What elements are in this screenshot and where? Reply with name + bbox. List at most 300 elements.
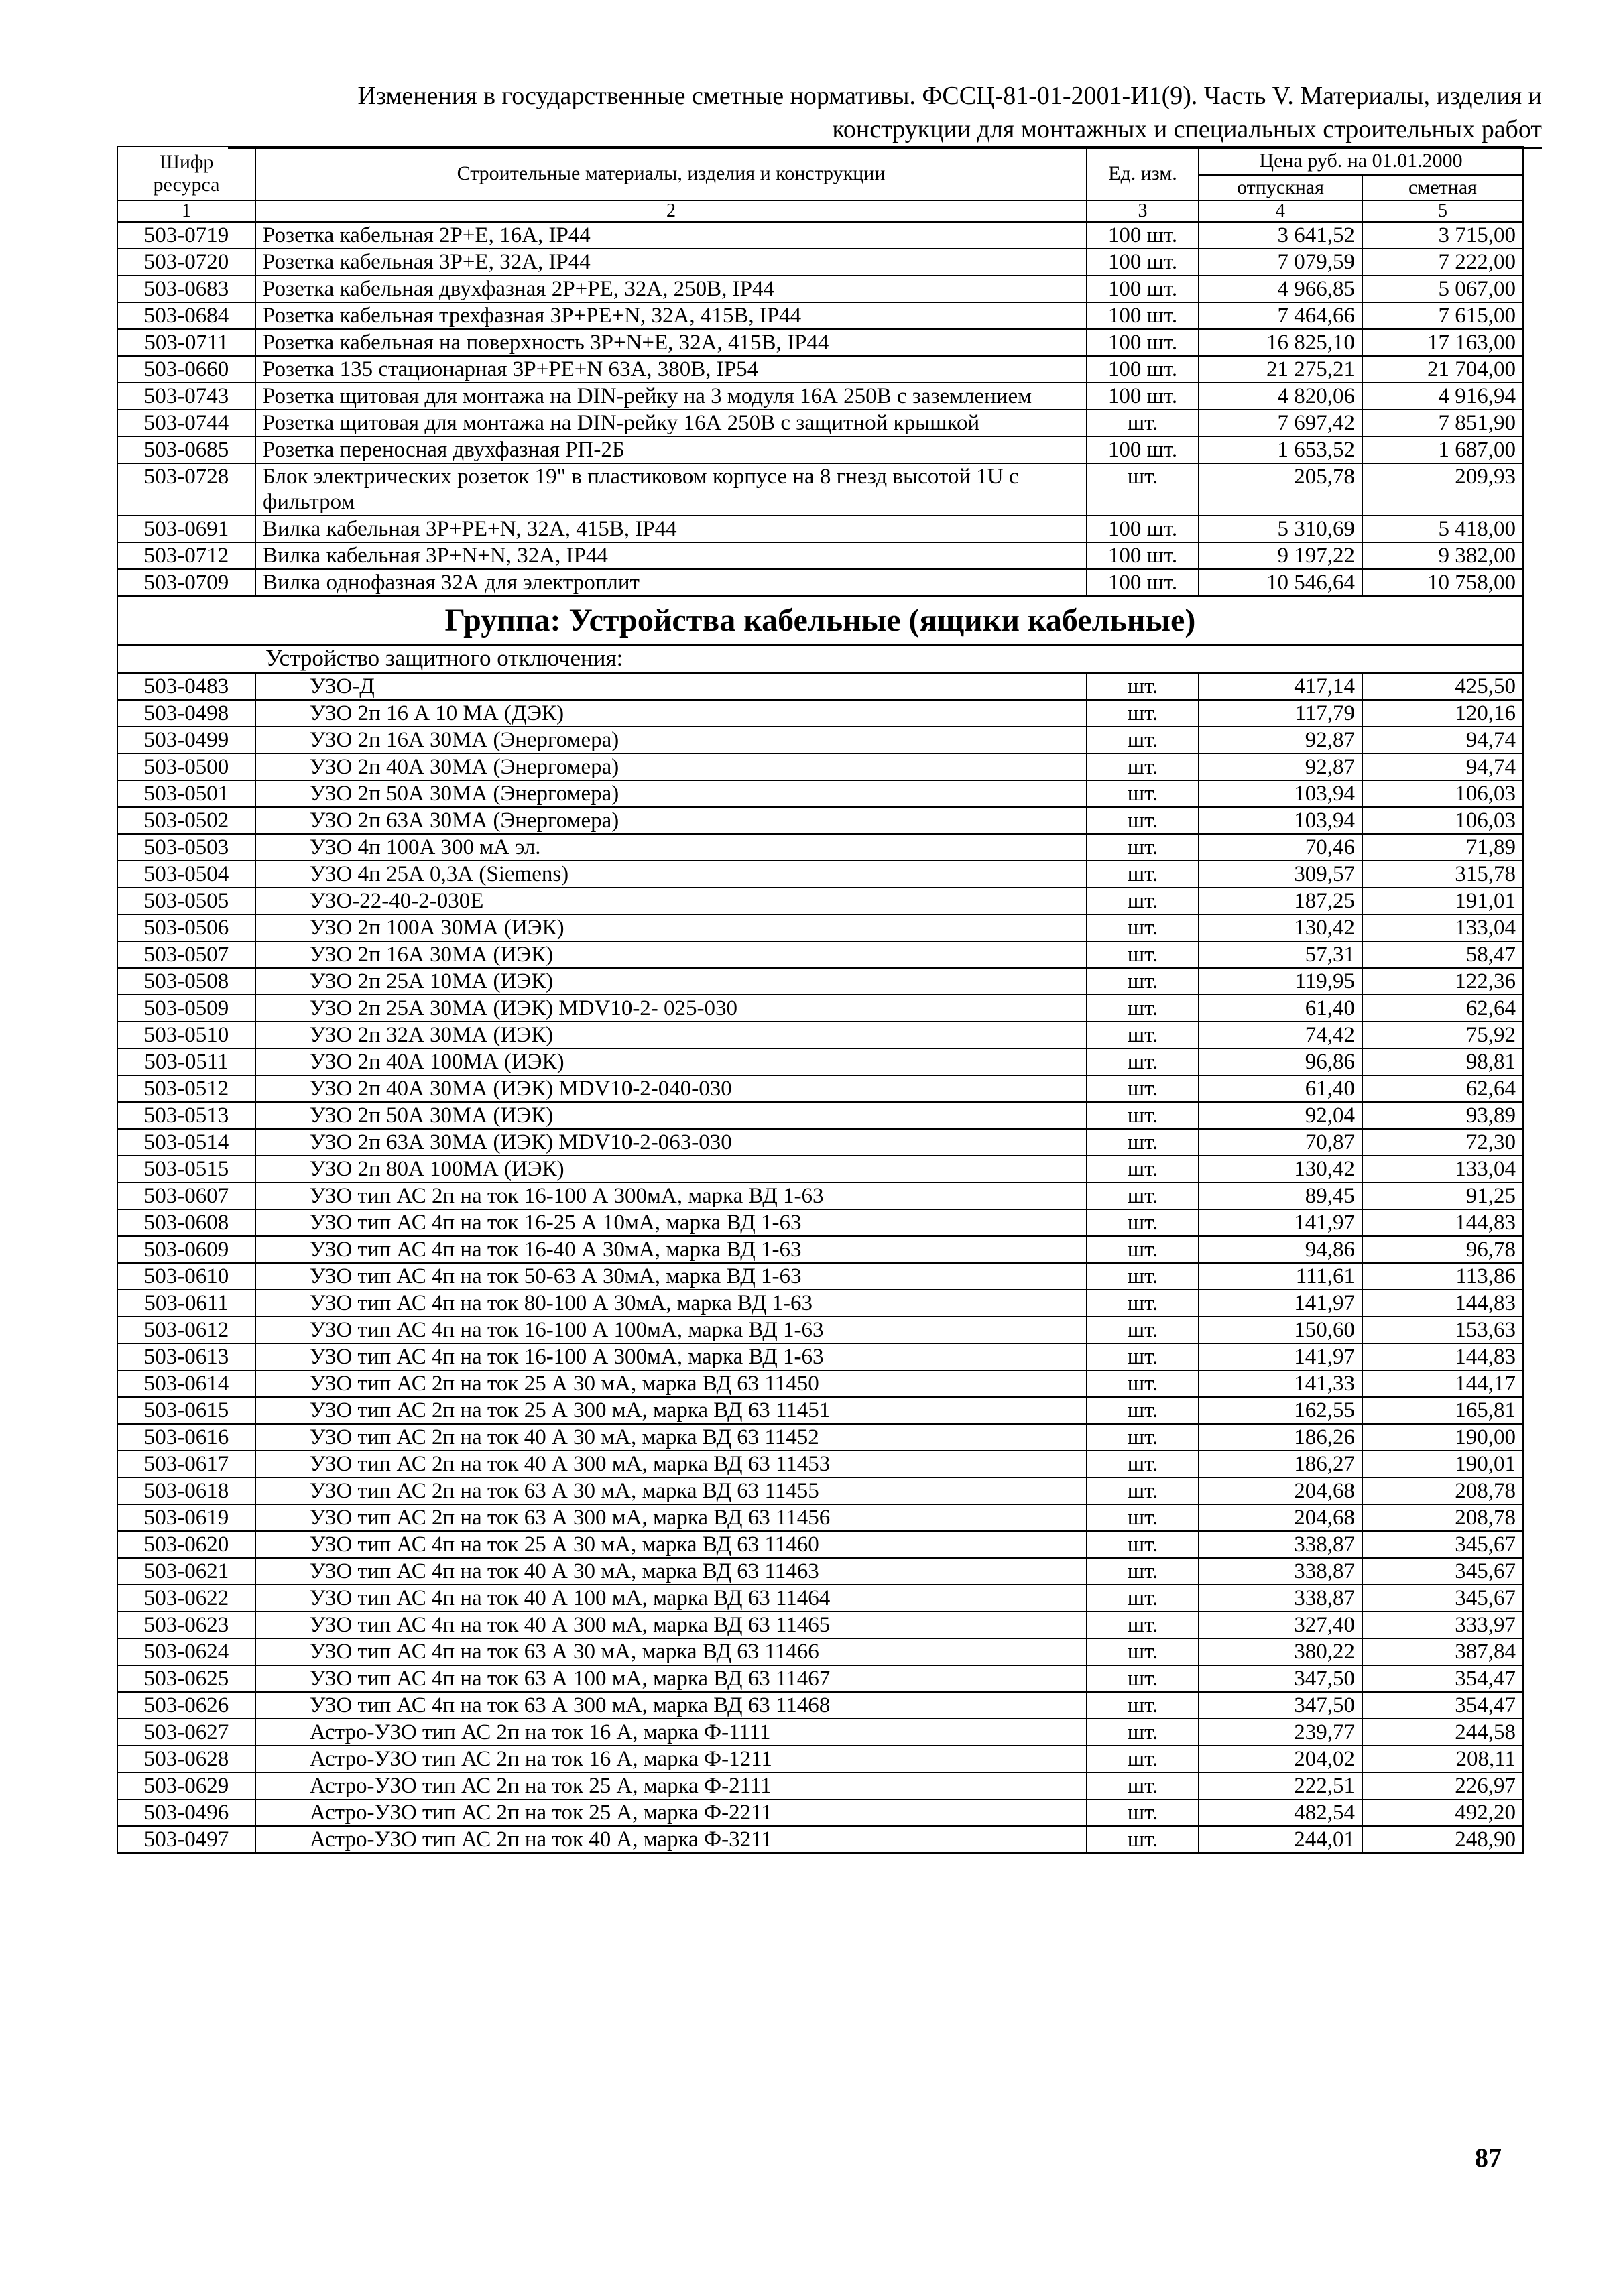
estimate-price: 10 758,00 <box>1362 569 1523 597</box>
unit-of-measure: шт. <box>1087 1612 1199 1638</box>
table-row <box>117 995 1523 1022</box>
release-price: 130,42 <box>1199 914 1362 941</box>
unit-of-measure: шт. <box>1087 1343 1199 1370</box>
release-price: 327,40 <box>1199 1612 1362 1638</box>
release-price: 141,33 <box>1199 1370 1362 1397</box>
item-name: УЗО тип АС 4п на ток 25 А 30 мА, марка ВД 63 11460 <box>255 1531 1087 1558</box>
price-table <box>117 146 1524 1854</box>
estimate-price: 96,78 <box>1362 1236 1523 1263</box>
col-number: 4 <box>1199 200 1362 222</box>
unit-of-measure: 100 шт. <box>1087 329 1199 356</box>
estimate-price: 208,78 <box>1362 1477 1523 1504</box>
unit-of-measure: шт. <box>1087 861 1199 888</box>
resource-code: 503-0624 <box>117 1638 255 1665</box>
release-price: 347,50 <box>1199 1692 1362 1719</box>
resource-code: 503-0728 <box>117 463 255 516</box>
item-name: Астро-УЗО тип АС 2п на ток 25 А, марка Ф-2111 <box>255 1772 1087 1799</box>
col-header-price: Цена руб. на 01.01.2000 <box>1199 147 1523 175</box>
unit-of-measure: шт. <box>1087 968 1199 995</box>
estimate-price: 7 222,00 <box>1362 249 1523 276</box>
estimate-price: 133,04 <box>1362 1156 1523 1183</box>
item-name: УЗО 2п 32А 30МА (ИЭК) <box>255 1022 1087 1048</box>
release-price: 117,79 <box>1199 700 1362 727</box>
unit-of-measure: шт. <box>1087 995 1199 1022</box>
table-row <box>117 356 1523 383</box>
item-name: УЗО тип АС 2п на ток 63 А 300 мА, марка ВД 63 11456 <box>255 1504 1087 1531</box>
table-row <box>117 1022 1523 1048</box>
resource-code: 503-0514 <box>117 1129 255 1156</box>
release-price: 130,42 <box>1199 1156 1362 1183</box>
table-row <box>117 329 1523 356</box>
unit-of-measure: шт. <box>1087 1558 1199 1585</box>
resource-code: 503-0498 <box>117 700 255 727</box>
resource-code: 503-0685 <box>117 436 255 463</box>
item-name: УЗО 4п 25А 0,3А (Siemens) <box>255 861 1087 888</box>
item-name: УЗО тип АС 2п на ток 40 А 300 мА, марка ВД 63 11453 <box>255 1451 1087 1477</box>
release-price: 417,14 <box>1199 673 1362 700</box>
release-price: 141,97 <box>1199 1290 1362 1317</box>
unit-of-measure: шт. <box>1087 1209 1199 1236</box>
release-price: 103,94 <box>1199 807 1362 834</box>
unit-of-measure: шт. <box>1087 807 1199 834</box>
release-price: 103,94 <box>1199 780 1362 807</box>
release-price: 186,27 <box>1199 1451 1362 1477</box>
unit-of-measure: шт. <box>1087 1236 1199 1263</box>
resource-code: 503-0625 <box>117 1665 255 1692</box>
resource-code: 503-0627 <box>117 1719 255 1746</box>
table-body-top <box>117 222 1523 597</box>
unit-of-measure: шт. <box>1087 1102 1199 1129</box>
estimate-price: 333,97 <box>1362 1612 1523 1638</box>
item-name: Астро-УЗО тип АС 2п на ток 16 А, марка Ф-1211 <box>255 1746 1087 1772</box>
table-row <box>117 1585 1523 1612</box>
unit-of-measure: шт. <box>1087 888 1199 914</box>
resource-code: 503-0610 <box>117 1263 255 1290</box>
release-price: 92,87 <box>1199 727 1362 753</box>
estimate-price: 3 715,00 <box>1362 222 1523 249</box>
table-row <box>117 941 1523 968</box>
release-price: 162,55 <box>1199 1397 1362 1424</box>
release-price: 239,77 <box>1199 1719 1362 1746</box>
release-price: 119,95 <box>1199 968 1362 995</box>
table-row <box>117 1424 1523 1451</box>
release-price: 244,01 <box>1199 1826 1362 1853</box>
col-header-release: отпускная <box>1199 175 1362 200</box>
table-body-uzo <box>117 673 1523 1853</box>
item-name: УЗО-22-40-2-030Е <box>255 888 1087 914</box>
group-title: Группа: Устройства кабельные (ящики кабельные) <box>117 597 1523 646</box>
estimate-price: 75,92 <box>1362 1022 1523 1048</box>
estimate-price: 62,64 <box>1362 995 1523 1022</box>
unit-of-measure: шт. <box>1087 753 1199 780</box>
item-name: Астро-УЗО тип АС 2п на ток 40 А, марка Ф-3211 <box>255 1826 1087 1853</box>
item-name: Розетка кабельная на поверхность 3P+N+E, 32A, 415B, IP44 <box>255 329 1087 356</box>
col-number: 1 <box>117 200 255 222</box>
item-name: УЗО 2п 25А 30МА (ИЭК) MDV10-2- 025-030 <box>255 995 1087 1022</box>
estimate-price: 208,78 <box>1362 1504 1523 1531</box>
resource-code: 503-0619 <box>117 1504 255 1531</box>
release-price: 57,31 <box>1199 941 1362 968</box>
col-number: 2 <box>255 200 1087 222</box>
estimate-price: 133,04 <box>1362 914 1523 941</box>
release-price: 16 825,10 <box>1199 329 1362 356</box>
table-row <box>117 888 1523 914</box>
resource-code: 503-0614 <box>117 1370 255 1397</box>
table-row <box>117 1826 1523 1853</box>
resource-code: 503-0502 <box>117 807 255 834</box>
estimate-price: 153,63 <box>1362 1317 1523 1343</box>
item-name: Розетка переносная двухфазная РП-2Б <box>255 436 1087 463</box>
resource-code: 503-0511 <box>117 1048 255 1075</box>
estimate-price: 91,25 <box>1362 1183 1523 1209</box>
item-name: УЗО тип АС 4п на ток 63 А 300 мА, марка ВД 63 11468 <box>255 1692 1087 1719</box>
item-name: УЗО 2п 50А 30МА (ИЭК) <box>255 1102 1087 1129</box>
estimate-price: 98,81 <box>1362 1048 1523 1075</box>
release-price: 338,87 <box>1199 1531 1362 1558</box>
table-row <box>117 1772 1523 1799</box>
unit-of-measure: шт. <box>1087 1746 1199 1772</box>
unit-of-measure: шт. <box>1087 1317 1199 1343</box>
table-row <box>117 1531 1523 1558</box>
estimate-price: 7 851,90 <box>1362 410 1523 436</box>
table-row <box>117 861 1523 888</box>
resource-code: 503-0499 <box>117 727 255 753</box>
release-price: 205,78 <box>1199 463 1362 516</box>
resource-code: 503-0709 <box>117 569 255 597</box>
estimate-price: 226,97 <box>1362 1772 1523 1799</box>
resource-code: 503-0504 <box>117 861 255 888</box>
item-name: УЗО тип АС 2п на ток 63 А 30 мА, марка ВД 63 11455 <box>255 1477 1087 1504</box>
release-price: 4 966,85 <box>1199 276 1362 302</box>
item-name: Астро-УЗО тип АС 2п на ток 16 А, марка Ф-1111 <box>255 1719 1087 1746</box>
release-price: 309,57 <box>1199 861 1362 888</box>
release-price: 7 464,66 <box>1199 302 1362 329</box>
table-row <box>117 1183 1523 1209</box>
col-number: 3 <box>1087 200 1199 222</box>
release-price: 70,46 <box>1199 834 1362 861</box>
unit-of-measure: шт. <box>1087 1451 1199 1477</box>
resource-code: 503-0684 <box>117 302 255 329</box>
resource-code: 503-0513 <box>117 1102 255 1129</box>
table-row <box>117 1075 1523 1102</box>
resource-code: 503-0623 <box>117 1612 255 1638</box>
col-header-unit: Ед. изм. <box>1087 147 1199 200</box>
unit-of-measure: шт. <box>1087 1156 1199 1183</box>
release-price: 92,04 <box>1199 1102 1362 1129</box>
item-name: Вилка кабельная 3P+PE+N, 32A, 415B, IP44 <box>255 516 1087 542</box>
estimate-price: 354,47 <box>1362 1692 1523 1719</box>
resource-code: 503-0618 <box>117 1477 255 1504</box>
estimate-price: 144,17 <box>1362 1370 1523 1397</box>
estimate-price: 248,90 <box>1362 1826 1523 1853</box>
release-price: 222,51 <box>1199 1772 1362 1799</box>
table-row <box>117 463 1523 516</box>
item-name: Астро-УЗО тип АС 2п на ток 25 А, марка Ф-2211 <box>255 1799 1087 1826</box>
resource-code: 503-0608 <box>117 1209 255 1236</box>
item-name: УЗО 2п 100А 30МА (ИЭК) <box>255 914 1087 941</box>
release-price: 338,87 <box>1199 1585 1362 1612</box>
table-row <box>117 1370 1523 1397</box>
table-row <box>117 1612 1523 1638</box>
resource-code: 503-0510 <box>117 1022 255 1048</box>
resource-code: 503-0743 <box>117 383 255 410</box>
unit-of-measure: 100 шт. <box>1087 542 1199 569</box>
table-row <box>117 249 1523 276</box>
item-name: Вилка кабельная 3P+N+N, 32A, IP44 <box>255 542 1087 569</box>
item-name: УЗО тип АС 4п на ток 40 А 100 мА, марка ВД 63 11464 <box>255 1585 1087 1612</box>
unit-of-measure: 100 шт. <box>1087 569 1199 597</box>
item-name: УЗО 2п 16А 30МА (Энергомера) <box>255 727 1087 753</box>
estimate-price: 9 382,00 <box>1362 542 1523 569</box>
unit-of-measure: шт. <box>1087 1022 1199 1048</box>
resource-code: 503-0612 <box>117 1317 255 1343</box>
estimate-price: 208,11 <box>1362 1746 1523 1772</box>
release-price: 74,42 <box>1199 1022 1362 1048</box>
item-name: УЗО тип АС 4п на ток 16-40 А 30мА, марка ВД 1-63 <box>255 1236 1087 1263</box>
resource-code: 503-0503 <box>117 834 255 861</box>
resource-code: 503-0483 <box>117 673 255 700</box>
release-price: 7 697,42 <box>1199 410 1362 436</box>
table-row <box>117 1638 1523 1665</box>
table-row <box>117 1263 1523 1290</box>
unit-of-measure: 100 шт. <box>1087 249 1199 276</box>
item-name: Розетка щитовая для монтажа на DIN-рейку 16А 250В с защитной крышкой <box>255 410 1087 436</box>
resource-code: 503-0616 <box>117 1424 255 1451</box>
resource-code: 503-0683 <box>117 276 255 302</box>
table-row <box>117 276 1523 302</box>
unit-of-measure: шт. <box>1087 1638 1199 1665</box>
table-row <box>117 1236 1523 1263</box>
estimate-price: 190,00 <box>1362 1424 1523 1451</box>
resource-code: 503-0607 <box>117 1183 255 1209</box>
item-name: УЗО тип АС 4п на ток 63 А 100 мА, марка ВД 63 11467 <box>255 1665 1087 1692</box>
release-price: 89,45 <box>1199 1183 1362 1209</box>
table-row <box>117 1719 1523 1746</box>
resource-code: 503-0626 <box>117 1692 255 1719</box>
item-name: УЗО тип АС 4п на ток 16-25 А 10мА, марка ВД 1-63 <box>255 1209 1087 1236</box>
release-price: 61,40 <box>1199 995 1362 1022</box>
release-price: 380,22 <box>1199 1638 1362 1665</box>
resource-code: 503-0611 <box>117 1290 255 1317</box>
unit-of-measure: шт. <box>1087 1504 1199 1531</box>
estimate-price: 209,93 <box>1362 463 1523 516</box>
estimate-price: 492,20 <box>1362 1799 1523 1826</box>
release-price: 204,02 <box>1199 1746 1362 1772</box>
page-header <box>228 79 1542 149</box>
page-number: 87 <box>1475 2142 1502 2173</box>
unit-of-measure: шт. <box>1087 1531 1199 1558</box>
estimate-price: 71,89 <box>1362 834 1523 861</box>
item-name: УЗО тип АС 4п на ток 40 А 300 мА, марка ВД 63 11465 <box>255 1612 1087 1638</box>
item-name: УЗО тип АС 4п на ток 50-63 А 30мА, марка ВД 1-63 <box>255 1263 1087 1290</box>
unit-of-measure: шт. <box>1087 1263 1199 1290</box>
item-name: УЗО 2п 40А 30МА (ИЭК) MDV10-2-040-030 <box>255 1075 1087 1102</box>
resource-code: 503-0506 <box>117 914 255 941</box>
item-name: УЗО тип АС 4п на ток 40 А 30 мА, марка ВД 63 11463 <box>255 1558 1087 1585</box>
estimate-price: 106,03 <box>1362 780 1523 807</box>
col-header-name: Строительные материалы, изделия и конструкции <box>255 147 1087 200</box>
unit-of-measure: шт. <box>1087 1075 1199 1102</box>
release-price: 338,87 <box>1199 1558 1362 1585</box>
unit-of-measure: шт. <box>1087 1424 1199 1451</box>
resource-code: 503-0629 <box>117 1772 255 1799</box>
release-price: 61,40 <box>1199 1075 1362 1102</box>
table-row <box>117 1477 1523 1504</box>
group-section <box>117 597 1523 674</box>
estimate-price: 190,01 <box>1362 1451 1523 1477</box>
item-name: УЗО 2п 50А 30МА (Энергомера) <box>255 780 1087 807</box>
estimate-price: 144,83 <box>1362 1209 1523 1236</box>
unit-of-measure: шт. <box>1087 727 1199 753</box>
unit-of-measure: шт. <box>1087 673 1199 700</box>
unit-of-measure: шт. <box>1087 1692 1199 1719</box>
item-name: УЗО тип АС 2п на ток 25 А 300 мА, марка ВД 63 11451 <box>255 1397 1087 1424</box>
estimate-price: 165,81 <box>1362 1397 1523 1424</box>
item-name: Розетка кабельная 3P+E, 32A, IP44 <box>255 249 1087 276</box>
table-row <box>117 1129 1523 1156</box>
resource-code: 503-0509 <box>117 995 255 1022</box>
table-row <box>117 1504 1523 1531</box>
resource-code: 503-0691 <box>117 516 255 542</box>
item-name: УЗО 2п 80А 100МА (ИЭК) <box>255 1156 1087 1183</box>
resource-code: 503-0500 <box>117 753 255 780</box>
estimate-price: 4 916,94 <box>1362 383 1523 410</box>
table-row <box>117 968 1523 995</box>
estimate-price: 21 704,00 <box>1362 356 1523 383</box>
estimate-price: 345,67 <box>1362 1585 1523 1612</box>
release-price: 187,25 <box>1199 888 1362 914</box>
estimate-price: 72,30 <box>1362 1129 1523 1156</box>
release-price: 21 275,21 <box>1199 356 1362 383</box>
estimate-price: 5 418,00 <box>1362 516 1523 542</box>
item-name: УЗО тип АС 4п на ток 80-100 А 30мА, марка ВД 1-63 <box>255 1290 1087 1317</box>
estimate-price: 244,58 <box>1362 1719 1523 1746</box>
release-price: 204,68 <box>1199 1504 1362 1531</box>
unit-of-measure: шт. <box>1087 834 1199 861</box>
estimate-price: 58,47 <box>1362 941 1523 968</box>
table-row <box>117 516 1523 542</box>
unit-of-measure: 100 шт. <box>1087 516 1199 542</box>
estimate-price: 345,67 <box>1362 1531 1523 1558</box>
release-price: 204,68 <box>1199 1477 1362 1504</box>
estimate-price: 5 067,00 <box>1362 276 1523 302</box>
resource-code: 503-0622 <box>117 1585 255 1612</box>
resource-code: 503-0617 <box>117 1451 255 1477</box>
resource-code: 503-0628 <box>117 1746 255 1772</box>
header-line-1: Изменения в государственные сметные нормативы. ФССЦ-81-01-2001-И1(9). Часть V. Материалы, изделия и <box>357 82 1542 110</box>
resource-code: 503-0507 <box>117 941 255 968</box>
unit-of-measure: 100 шт. <box>1087 302 1199 329</box>
item-name: Блок электрических розеток 19" в пластиковом корпусе на 8 гнезд высотой 1U с фильтром <box>255 463 1087 516</box>
subgroup-title: Устройство защитного отключения: <box>117 645 1523 673</box>
estimate-price: 354,47 <box>1362 1665 1523 1692</box>
unit-of-measure: шт. <box>1087 1048 1199 1075</box>
table-row <box>117 1692 1523 1719</box>
release-price: 7 079,59 <box>1199 249 1362 276</box>
table-row <box>117 1102 1523 1129</box>
table-row <box>117 569 1523 597</box>
resource-code: 503-0496 <box>117 1799 255 1826</box>
release-price: 141,97 <box>1199 1343 1362 1370</box>
col-number: 5 <box>1362 200 1523 222</box>
estimate-price: 7 615,00 <box>1362 302 1523 329</box>
resource-code: 503-0744 <box>117 410 255 436</box>
unit-of-measure: шт. <box>1087 1370 1199 1397</box>
table-row <box>117 302 1523 329</box>
item-name: Розетка щитовая для монтажа на DIN-рейку на 3 модуля 16А 250В с заземлением <box>255 383 1087 410</box>
item-name: УЗО 2п 63А 30МА (Энергомера) <box>255 807 1087 834</box>
item-name: УЗО тип АС 2п на ток 40 А 30 мА, марка ВД 63 11452 <box>255 1424 1087 1451</box>
unit-of-measure: 100 шт. <box>1087 222 1199 249</box>
item-name: УЗО 2п 40А 100МА (ИЭК) <box>255 1048 1087 1075</box>
table-row <box>117 1665 1523 1692</box>
estimate-price: 191,01 <box>1362 888 1523 914</box>
table-row <box>117 436 1523 463</box>
item-name: УЗО 2п 40А 30МА (Энергомера) <box>255 753 1087 780</box>
unit-of-measure: шт. <box>1087 1397 1199 1424</box>
table-row <box>117 1209 1523 1236</box>
release-price: 70,87 <box>1199 1129 1362 1156</box>
table-row <box>117 1558 1523 1585</box>
item-name: Розетка кабельная 2P+E, 16A, IP44 <box>255 222 1087 249</box>
table-row <box>117 727 1523 753</box>
estimate-price: 94,74 <box>1362 727 1523 753</box>
estimate-price: 387,84 <box>1362 1638 1523 1665</box>
release-price: 3 641,52 <box>1199 222 1362 249</box>
release-price: 92,87 <box>1199 753 1362 780</box>
estimate-price: 113,86 <box>1362 1263 1523 1290</box>
table-row <box>117 1397 1523 1424</box>
unit-of-measure: шт. <box>1087 941 1199 968</box>
unit-of-measure: 100 шт. <box>1087 276 1199 302</box>
estimate-price: 106,03 <box>1362 807 1523 834</box>
unit-of-measure: шт. <box>1087 914 1199 941</box>
table-row <box>117 1799 1523 1826</box>
estimate-price: 120,16 <box>1362 700 1523 727</box>
unit-of-measure: шт. <box>1087 700 1199 727</box>
unit-of-measure: шт. <box>1087 1719 1199 1746</box>
col-header-estimate: сметная <box>1362 175 1523 200</box>
resource-code: 503-0508 <box>117 968 255 995</box>
unit-of-measure: шт. <box>1087 1183 1199 1209</box>
item-name: УЗО тип АС 4п на ток 63 А 30 мА, марка ВД 63 11466 <box>255 1638 1087 1665</box>
table-row <box>117 542 1523 569</box>
release-price: 4 820,06 <box>1199 383 1362 410</box>
estimate-price: 425,50 <box>1362 673 1523 700</box>
resource-code: 503-0620 <box>117 1531 255 1558</box>
resource-code: 503-0515 <box>117 1156 255 1183</box>
unit-of-measure: 100 шт. <box>1087 356 1199 383</box>
item-name: УЗО тип АС 4п на ток 16-100 А 300мА, марка ВД 1-63 <box>255 1343 1087 1370</box>
unit-of-measure: шт. <box>1087 1129 1199 1156</box>
table-row <box>117 1746 1523 1772</box>
release-price: 347,50 <box>1199 1665 1362 1692</box>
estimate-price: 345,67 <box>1362 1558 1523 1585</box>
unit-of-measure: шт. <box>1087 1665 1199 1692</box>
resource-code: 503-0720 <box>117 249 255 276</box>
item-name: Вилка однофазная 32А для электроплит <box>255 569 1087 597</box>
item-name: УЗО тип АС 2п на ток 16-100 А 300мА, марка ВД 1-63 <box>255 1183 1087 1209</box>
unit-of-measure: шт. <box>1087 1290 1199 1317</box>
resource-code: 503-0712 <box>117 542 255 569</box>
table-row <box>117 1343 1523 1370</box>
item-name: УЗО-Д <box>255 673 1087 700</box>
item-name: УЗО 4п 100А 300 мА эл. <box>255 834 1087 861</box>
unit-of-measure: шт. <box>1087 1799 1199 1826</box>
release-price: 141,97 <box>1199 1209 1362 1236</box>
resource-code: 503-0660 <box>117 356 255 383</box>
table-row <box>117 780 1523 807</box>
